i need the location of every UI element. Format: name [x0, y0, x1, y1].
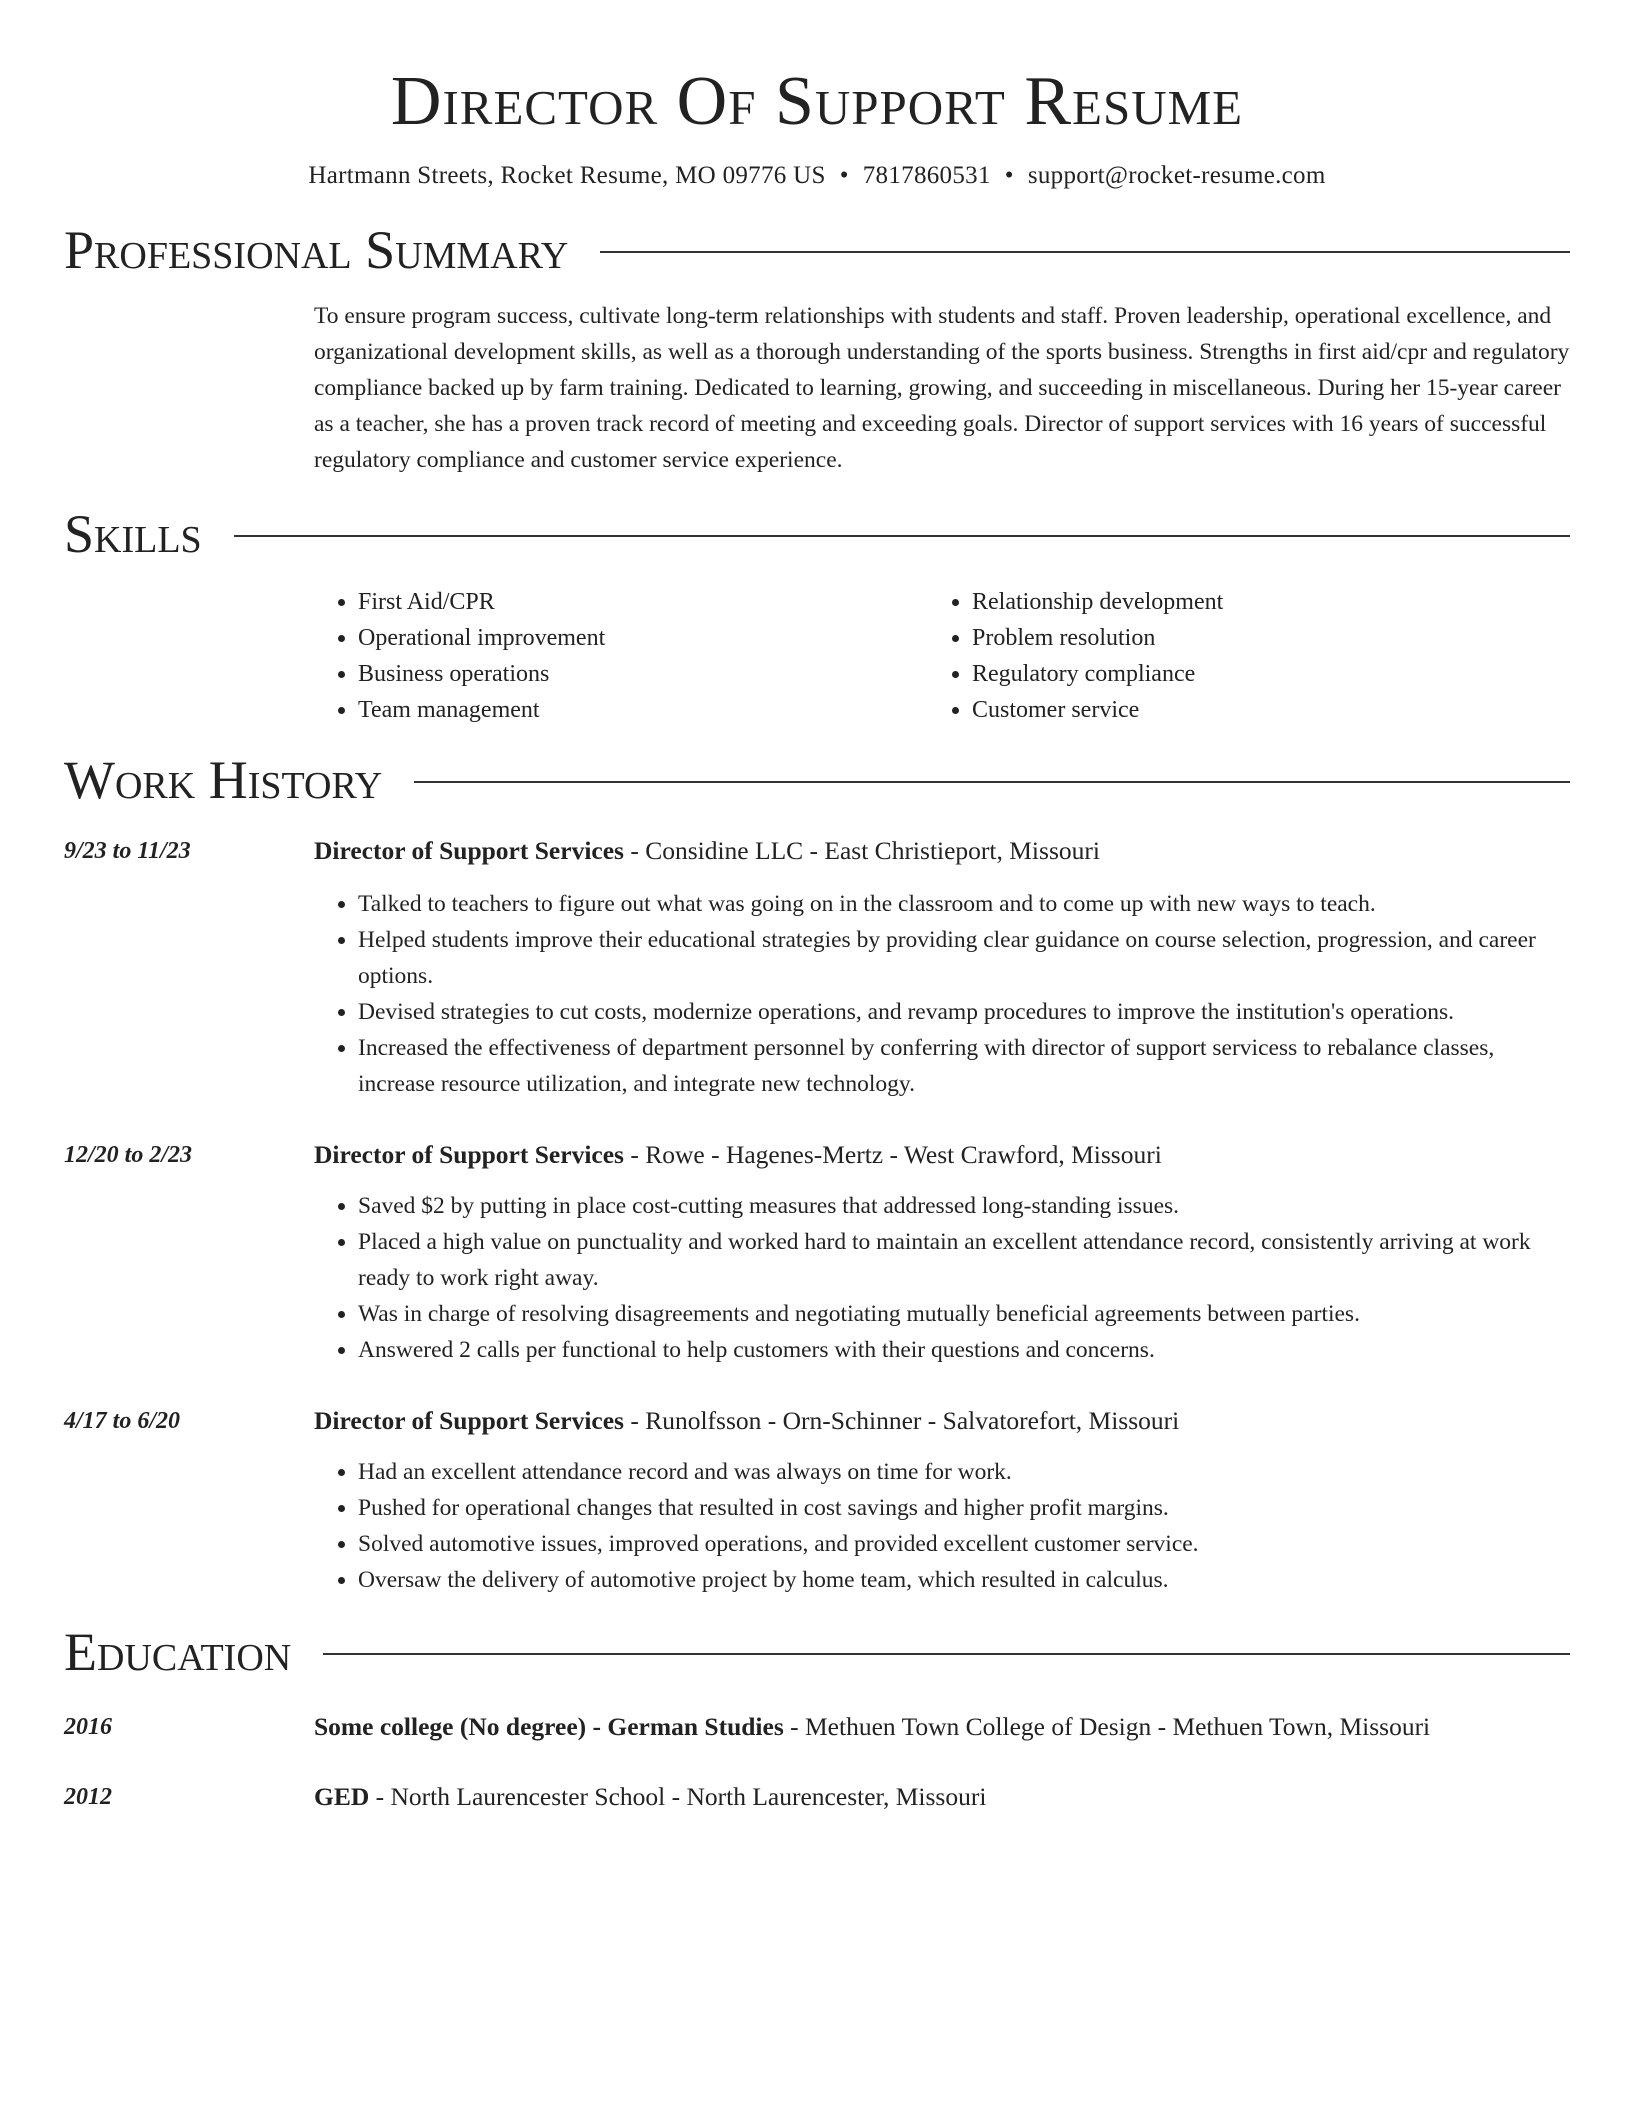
job-headline	[314, 1138, 1570, 1172]
section-divider	[234, 535, 1570, 537]
job-headline	[314, 834, 1570, 868]
contact-phone: 7817860531	[862, 162, 991, 189]
resume-page	[64, 0, 1570, 1814]
contact-address: Hartmann Streets, Rocket Resume, MO 09776 US	[308, 162, 826, 189]
section-title-summary: Professional Summary	[64, 220, 569, 280]
skills-column-left	[314, 584, 928, 728]
job-bullets	[314, 1188, 1570, 1368]
skill-item: • Regulatory compliance	[972, 656, 1542, 692]
section-header-skills	[64, 504, 1570, 564]
job-bullet: • Talked to teachers to figure out what was going on in the classroom and to come up with new ways to teach.	[358, 886, 1570, 922]
job-bullets	[314, 1454, 1570, 1598]
resume-title: Director Of Support Resume	[390, 63, 1244, 140]
job-bullet: • Increased the effectiveness of department personnel by conferring with director of support servicess to rebalance classes, increase resource utilization, and integrate new technology.	[358, 1030, 1570, 1102]
job-bullet: • Devised strategies to cut costs, modernize operations, and revamp procedures to improve the institution's operations.	[358, 994, 1570, 1030]
section-title-work-history: Work History	[64, 750, 383, 810]
education-entry	[64, 1780, 1570, 1814]
job-headline	[314, 1404, 1570, 1438]
summary-text: To ensure program success, cultivate long-term relationships with students and staff. Proven leadership, operational excellence, and organizational development skills, as well as a thorough understanding of the sports business. Strengths in first aid/cpr and regulatory compliance backed up by farm training. Dedicated to learning, growing, and succeeding in miscellaneous. During her 15-year career as a teacher, she has a proven track record of meeting and exceeding goals. Director of support services with 16 years of successful regulatory compliance and customer service experience.	[314, 303, 1570, 473]
job-bullet: • Answered 2 calls per functional to help customers with their questions and concerns.	[358, 1332, 1570, 1368]
skill-item: • Relationship development	[972, 584, 1542, 620]
job-bullet: • Helped students improve their educational strategies by providing clear guidance on course selection, progression, and career options.	[358, 922, 1570, 994]
skill-item: • Problem resolution	[972, 620, 1542, 656]
education-school: - Methuen Town College of Design - Methuen Town, Missouri	[783, 1712, 1431, 1741]
job-bullet: • Was in charge of resolving disagreements and negotiating mutually beneficial agreements between parties.	[358, 1296, 1570, 1332]
education-degree: Some college (No degree) - German Studies	[314, 1712, 784, 1741]
skill-item: • Business operations	[358, 656, 928, 692]
job-bullet: • Had an excellent attendance record and was always on time for work.	[358, 1454, 1570, 1490]
job-bullets	[314, 886, 1570, 1102]
job-bullet: • Pushed for operational changes that resulted in cost savings and higher profit margins.	[358, 1490, 1570, 1526]
job-bullet: • Oversaw the delivery of automotive project by home team, which resulted in calculus.	[358, 1562, 1570, 1598]
education-school: - North Laurencester School - North Laurencester, Missouri	[369, 1782, 987, 1811]
job-employer: - Considine LLC - East Christieport, Missouri	[623, 836, 1100, 865]
section-title-education: Education	[64, 1622, 292, 1682]
education-year: 2012	[64, 1784, 112, 1810]
job-title: Director of Support Services	[314, 1406, 624, 1435]
education-entry	[64, 1710, 1570, 1744]
education-year: 2016	[64, 1714, 112, 1740]
section-divider	[600, 251, 1570, 253]
contact-line	[64, 160, 1570, 192]
job-entry	[64, 1404, 1570, 1598]
section-header-summary	[64, 220, 1570, 280]
section-header-work-history	[64, 750, 1570, 810]
job-bullet: • Solved automotive issues, improved operations, and provided excellent customer service.	[358, 1526, 1570, 1562]
job-entry	[64, 834, 1570, 1102]
section-divider	[414, 781, 1570, 783]
section-title-skills: Skills	[64, 504, 202, 564]
job-dates: 9/23 to 11/23	[64, 838, 191, 864]
contact-email: support@rocket-resume.com	[1027, 162, 1326, 189]
job-dates: 12/20 to 2/23	[64, 1142, 193, 1168]
contact-separator: •	[1004, 162, 1014, 189]
contact-separator: •	[839, 162, 849, 189]
skill-item: • Team management	[358, 692, 928, 728]
job-dates: 4/17 to 6/20	[64, 1408, 181, 1434]
skill-item: • Operational improvement	[358, 620, 928, 656]
skill-item: • Customer service	[972, 692, 1542, 728]
education-degree: GED	[314, 1782, 370, 1811]
skills-column-right	[928, 584, 1542, 728]
job-entry	[64, 1138, 1570, 1368]
job-title: Director of Support Services	[314, 1140, 624, 1169]
job-employer: - Runolfsson - Orn-Schinner - Salvatorefort, Missouri	[623, 1406, 1180, 1435]
job-title: Director of Support Services	[314, 836, 624, 865]
skill-item: • First Aid/CPR	[358, 584, 928, 620]
job-bullet: • Saved $2 by putting in place cost-cutting measures that addressed long-standing issues.	[358, 1188, 1570, 1224]
section-divider	[323, 1653, 1570, 1655]
section-header-education	[64, 1622, 1570, 1682]
job-bullet: • Placed a high value on punctuality and worked hard to maintain an excellent attendance record, consistently arriving at work ready to work right away.	[358, 1224, 1570, 1296]
job-employer: - Rowe - Hagenes-Mertz - West Crawford, Missouri	[623, 1140, 1162, 1169]
skills-list	[314, 584, 1570, 728]
